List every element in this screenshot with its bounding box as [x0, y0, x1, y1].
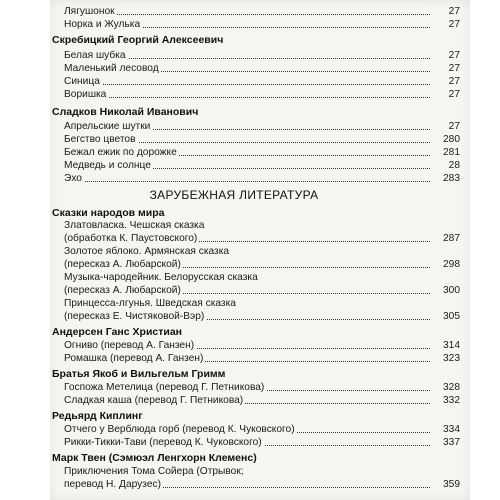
- entry-gospozha-metelitsa: Госпожа Метелица (перевод Г. Петникова) 328: [64, 382, 460, 393]
- entry-bezhal-ezhik: Бежал ежик по дорожке 281: [64, 147, 460, 158]
- entry-rikki-tikki-tavi: Рикки-Тикки-Тави (перевод К. Чуковского) 337: [64, 437, 460, 448]
- entry-muzyka-charodeynik-line2: (пересказ А. Любарской) 300: [64, 285, 460, 296]
- entry-zolotoe-yabloko-line1: Золотое яблоко. Армянская сказка: [64, 246, 230, 257]
- author-skrebitsky: Скребицкий Георгий Алексеевич: [52, 34, 224, 46]
- entry-norka: Норка и Жулька 27: [64, 19, 460, 30]
- entry-otchego-u-verblyuda-gorb: Отчего у Верблюда горб (перевод К. Чуковского) 334: [64, 424, 460, 435]
- entry-ekho: Эхо 283: [64, 173, 460, 184]
- entry-tom-sawyer-line2: перевод Н. Дарузес) 359: [64, 479, 460, 490]
- entry-printsessa-lgunya-line2: (пересказ Е. Чистяковой-Вэр) 305: [64, 311, 460, 322]
- entry-begstvo-tsvetov: Бегство цветов 280: [64, 134, 460, 145]
- entry-zlatovlaska-line1: Златовласка. Чешская сказка: [64, 220, 205, 231]
- entry-aprelskie-shutki: Апрельские шутки 27: [64, 121, 460, 132]
- entry-zolotoe-yabloko-line2: (пересказ А. Любарской) 298: [64, 259, 460, 270]
- author-mark-twain: Марк Твен (Сэмюэл Ленгхорн Клеменс): [52, 452, 257, 464]
- entry-malenkiy-lesovod: Маленький лесовод 27: [64, 63, 460, 74]
- author-sladkov: Сладков Николай Иванович: [52, 106, 199, 118]
- author-brothers-grimm: Братья Якоб и Вильгельм Гримм: [52, 368, 226, 380]
- entry-sladkaya-kasha: Сладкая каша (перевод Г. Петникова) 332: [64, 395, 460, 406]
- entry-medved-i-solntse: Медведь и солнце 28: [64, 160, 460, 171]
- entry-muzyka-charodeynik-line1: Музыка-чародейник. Белорусская сказка: [64, 272, 258, 283]
- entry-lyagushonok: Лягушонок 27: [64, 6, 460, 17]
- author-andersen: Андерсен Ганс Христиан: [52, 326, 183, 338]
- entry-printsessa-lgunya-line1: Принцесса-лгунья. Шведская сказка: [64, 298, 236, 309]
- author-kipling: Редьярд Киплинг: [52, 410, 143, 422]
- entry-romashka: Ромашка (перевод А. Ганзен) 323: [64, 353, 460, 364]
- entry-sinitsa: Синица 27: [64, 76, 460, 87]
- entry-ognivo: Огниво (перевод А. Ганзен) 314: [64, 340, 460, 351]
- entry-vorishka: Воришка 27: [64, 89, 460, 100]
- author-skazki-narodov-mira: Сказки народов мира: [52, 207, 165, 219]
- entry-tom-sawyer-line1: Приключения Тома Сойера (Отрывок;: [64, 466, 244, 477]
- entry-belaya-shubka: Белая шубка 27: [64, 50, 460, 61]
- section-title-foreign-literature: ЗАРУБЕЖНАЯ ЛИТЕРАТУРА: [149, 188, 319, 202]
- entry-zlatovlaska-line2: (обработка К. Паустовского) 287: [64, 233, 460, 244]
